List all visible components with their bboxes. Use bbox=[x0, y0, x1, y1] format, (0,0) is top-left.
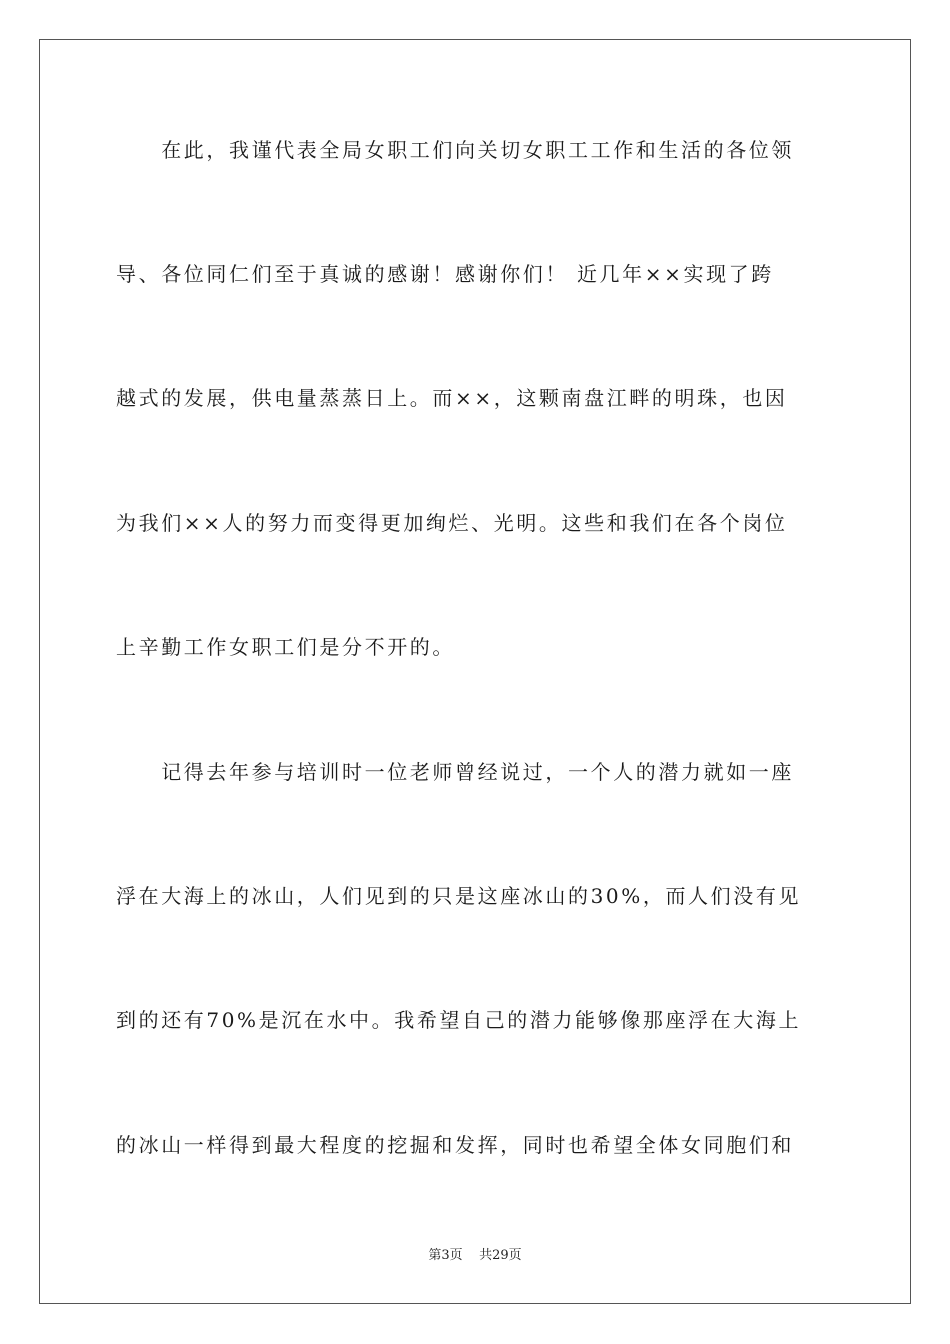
text-line-5: 上辛勤工作女职工们是分不开的。 bbox=[116, 635, 455, 659]
text-line-7: 浮在大海上的冰山，人们见到的只是这座冰山的30%，而人们没有见 bbox=[116, 884, 802, 908]
text-line-4: 为我们××人的努力而变得更加绚烂、光明。这些和我们在各个岗位 bbox=[116, 511, 788, 535]
text-line-2: 导、各位同仁们至于真诚的感谢！感谢你们！ 近几年××实现了跨 bbox=[116, 262, 774, 286]
text-line-1: 在此，我谨代表全局女职工们向关切女职工工作和生活的各位领 bbox=[116, 138, 794, 162]
text-line-8: 到的还有70%是沉在水中。我希望自己的潜力能够像那座浮在大海上 bbox=[116, 1008, 802, 1032]
text-line-6: 记得去年参与培训时一位老师曾经说过，一个人的潜力就如一座 bbox=[116, 760, 794, 784]
text-line-9: 的冰山一样得到最大程度的挖掘和发挥，同时也希望全体女同胞们和 bbox=[116, 1133, 794, 1157]
page-total: 共29页 bbox=[479, 1248, 522, 1263]
page-footer bbox=[0, 1248, 950, 1264]
page-number: 第3页 bbox=[428, 1248, 463, 1263]
text-line-3: 越式的发展，供电量蒸蒸日上。而××，这颗南盘江畔的明珠，也因 bbox=[116, 386, 788, 410]
page-border bbox=[39, 39, 911, 1304]
